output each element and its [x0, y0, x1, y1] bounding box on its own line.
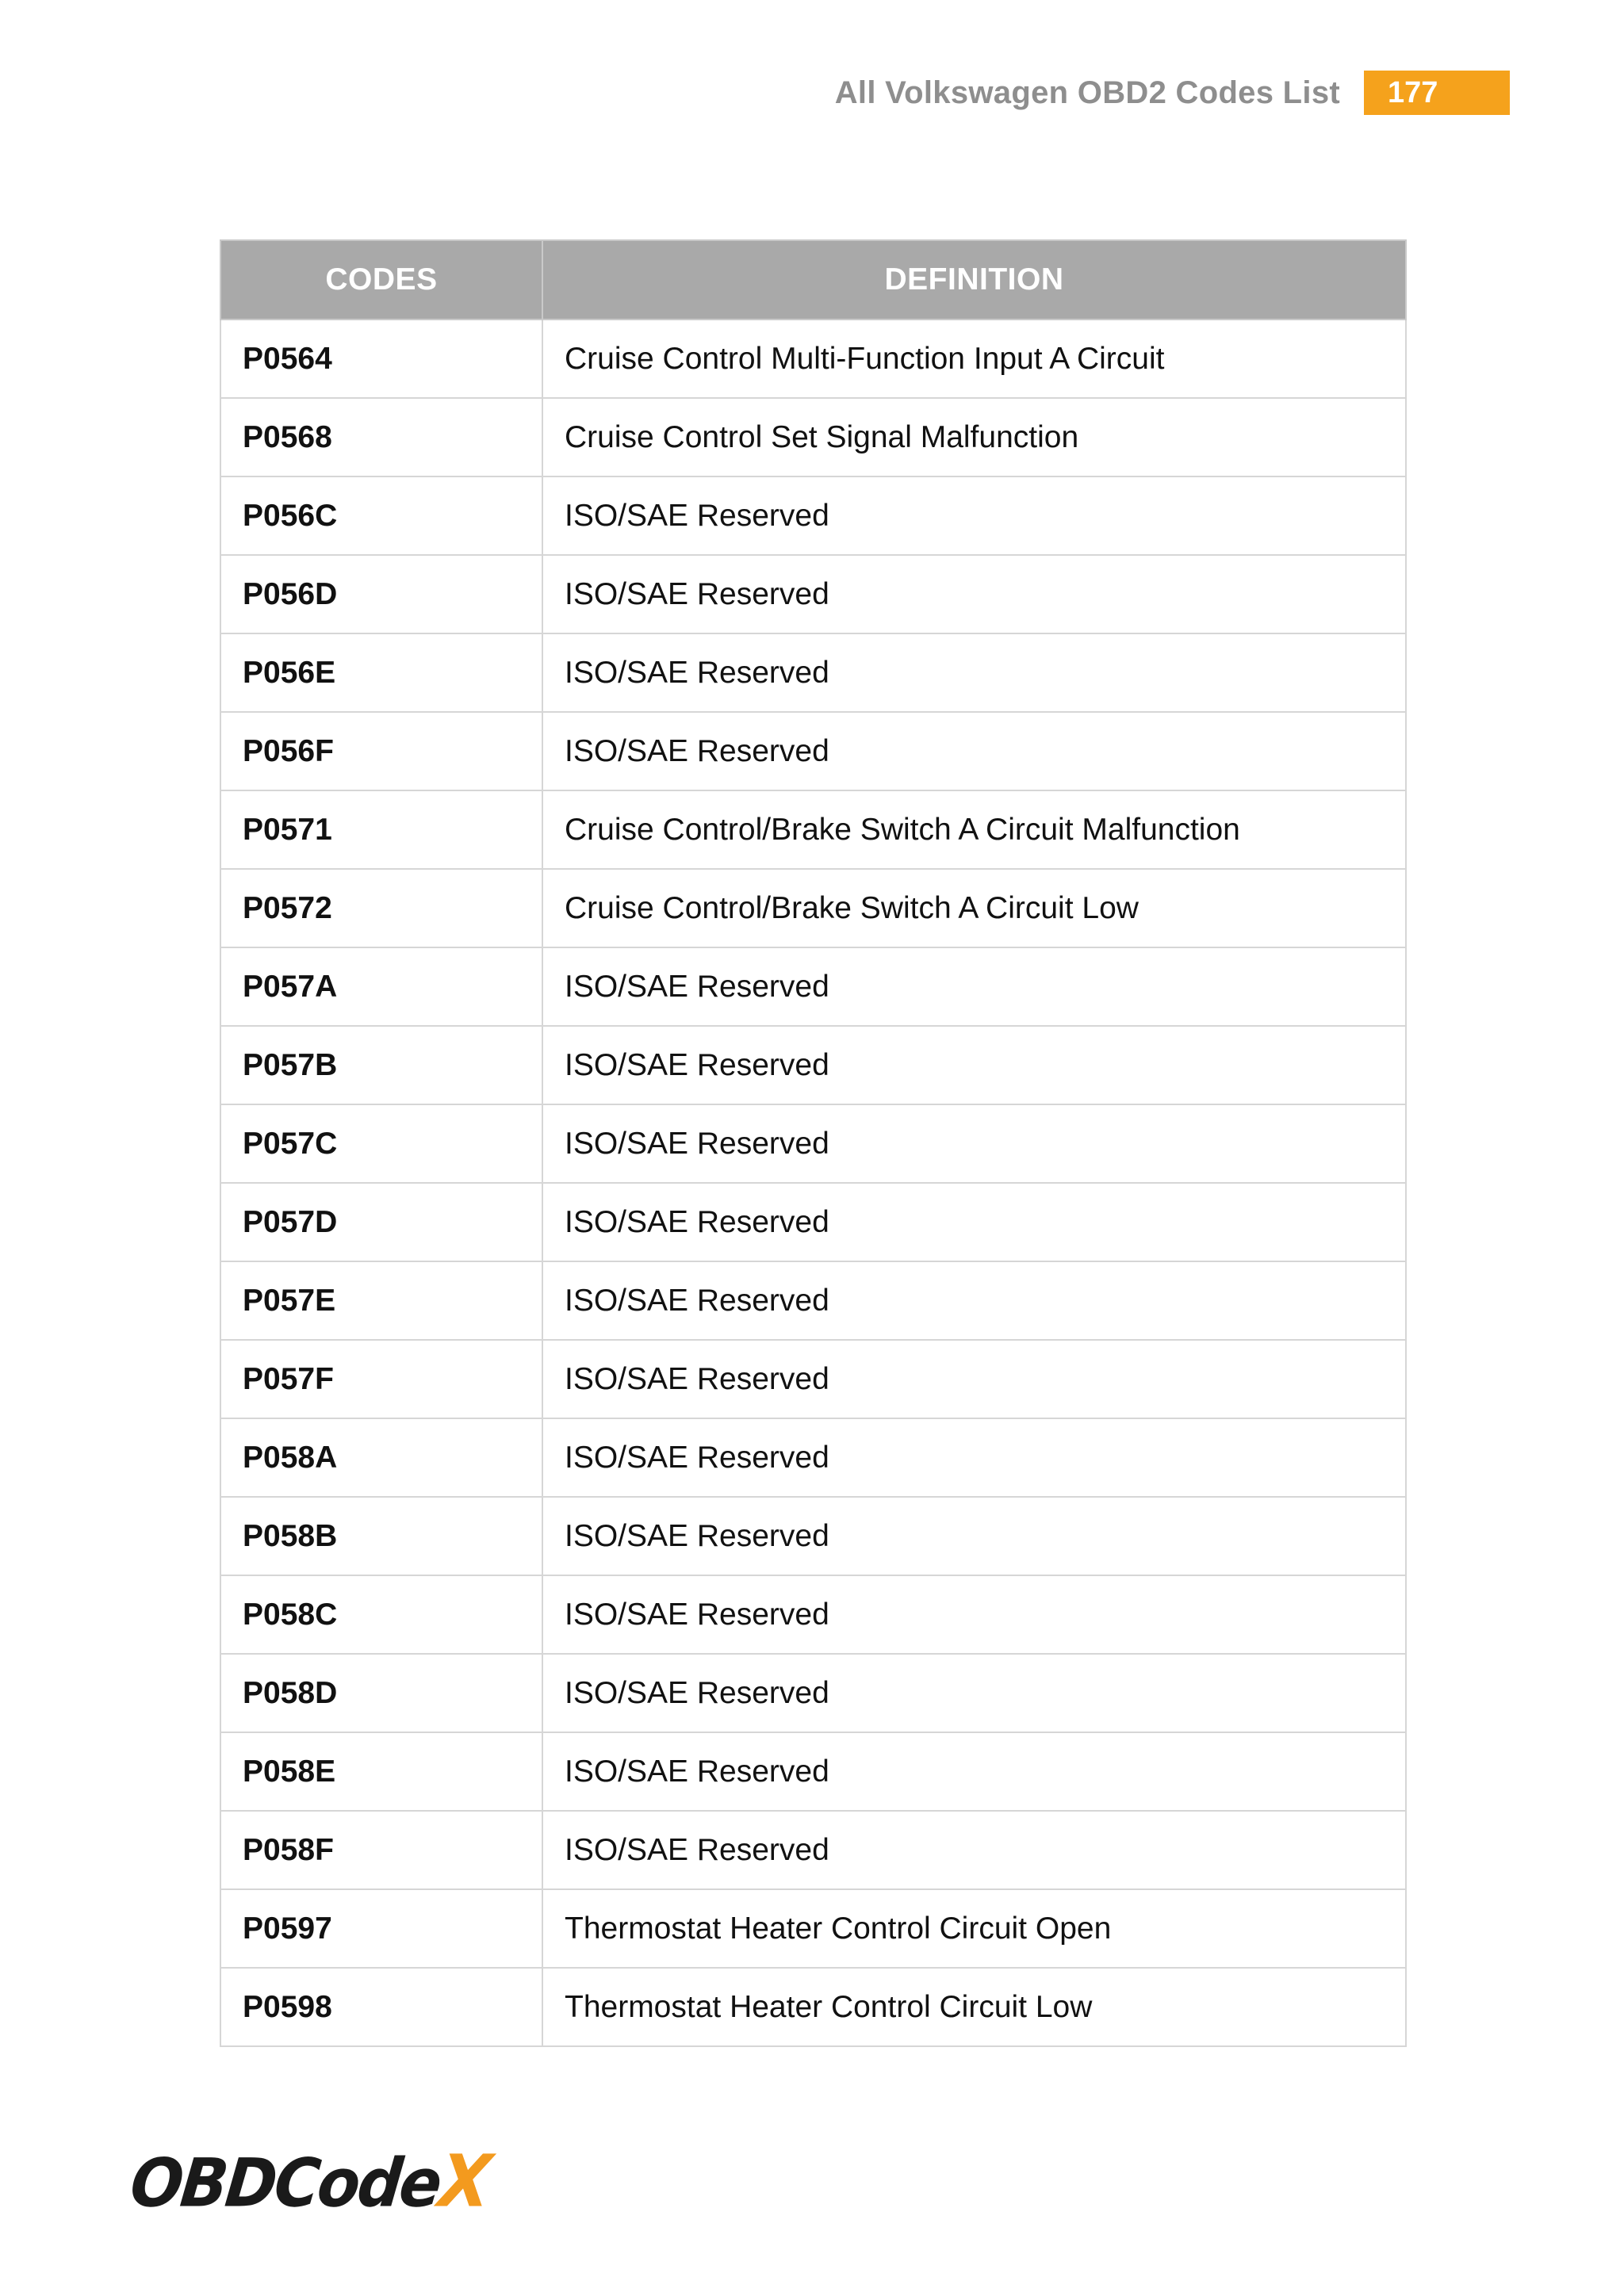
table-row [220, 1104, 1406, 1183]
table-row [220, 1968, 1406, 2046]
code-cell: P0564 [220, 320, 542, 398]
page-header [835, 70, 1510, 116]
definition-cell: Cruise Control Set Signal Malfunction [542, 398, 1406, 476]
definition-cell: ISO/SAE Reserved [542, 1340, 1406, 1418]
definition-cell: ISO/SAE Reserved [542, 1654, 1406, 1732]
code-cell: P057D [220, 1183, 542, 1261]
code-cell: P058B [220, 1497, 542, 1575]
table-row [220, 633, 1406, 712]
code-cell: P057F [220, 1340, 542, 1418]
logo-text: OBDCode [126, 2145, 444, 2223]
table-row [220, 476, 1406, 555]
code-cell: P058F [220, 1811, 542, 1889]
page-number-badge: 177 [1364, 71, 1510, 115]
code-cell: P058C [220, 1575, 542, 1654]
column-header-definition: DEFINITION [542, 240, 1406, 320]
code-cell: P056E [220, 633, 542, 712]
table-row [220, 1889, 1406, 1968]
table-row [220, 1654, 1406, 1732]
code-cell: P058A [220, 1418, 542, 1497]
definition-cell: ISO/SAE Reserved [542, 947, 1406, 1026]
table-row [220, 1026, 1406, 1104]
obdcodex-logo [126, 2139, 493, 2224]
table-row [220, 947, 1406, 1026]
table-row [220, 1811, 1406, 1889]
table-row [220, 320, 1406, 398]
code-cell: P0571 [220, 790, 542, 869]
code-cell: P0568 [220, 398, 542, 476]
definition-cell: ISO/SAE Reserved [542, 1811, 1406, 1889]
definition-cell: Cruise Control/Brake Switch A Circuit Low [542, 869, 1406, 947]
definition-cell: ISO/SAE Reserved [542, 1497, 1406, 1575]
code-cell: P057A [220, 947, 542, 1026]
code-cell: P056D [220, 555, 542, 633]
definition-cell: ISO/SAE Reserved [542, 1261, 1406, 1340]
code-cell: P056C [220, 476, 542, 555]
column-header-codes: CODES [220, 240, 542, 320]
table-row [220, 1183, 1406, 1261]
code-cell: P0597 [220, 1889, 542, 1968]
code-cell: P0572 [220, 869, 542, 947]
definition-cell: ISO/SAE Reserved [542, 1183, 1406, 1261]
codes-table [220, 239, 1407, 2047]
definition-cell: Cruise Control Multi-Function Input A Circuit [542, 320, 1406, 398]
table-body [220, 320, 1406, 2046]
definition-cell: ISO/SAE Reserved [542, 476, 1406, 555]
definition-cell: ISO/SAE Reserved [542, 712, 1406, 790]
definition-cell: ISO/SAE Reserved [542, 1418, 1406, 1497]
definition-cell: Cruise Control/Brake Switch A Circuit Malfunction [542, 790, 1406, 869]
definition-cell: ISO/SAE Reserved [542, 1732, 1406, 1811]
table-row [220, 555, 1406, 633]
definition-cell: ISO/SAE Reserved [542, 1575, 1406, 1654]
code-cell: P058E [220, 1732, 542, 1811]
definition-cell: Thermostat Heater Control Circuit Open [542, 1889, 1406, 1968]
definition-cell: ISO/SAE Reserved [542, 1104, 1406, 1183]
table-row [220, 790, 1406, 869]
definition-cell: ISO/SAE Reserved [542, 633, 1406, 712]
code-cell: P057C [220, 1104, 542, 1183]
table-row [220, 1575, 1406, 1654]
logo-accent-x: X [435, 2139, 493, 2224]
table-row [220, 398, 1406, 476]
table-row [220, 1340, 1406, 1418]
table-row [220, 1732, 1406, 1811]
document-title: All Volkswagen OBD2 Codes List [834, 75, 1340, 110]
definition-cell: Thermostat Heater Control Circuit Low [542, 1968, 1406, 2046]
table-row [220, 1497, 1406, 1575]
code-cell: P056F [220, 712, 542, 790]
code-cell: P058D [220, 1654, 542, 1732]
table-header-row [220, 240, 1406, 320]
code-cell: P057E [220, 1261, 542, 1340]
table-row [220, 869, 1406, 947]
table-row [220, 1261, 1406, 1340]
table-row [220, 1418, 1406, 1497]
definition-cell: ISO/SAE Reserved [542, 555, 1406, 633]
table-row [220, 712, 1406, 790]
definition-cell: ISO/SAE Reserved [542, 1026, 1406, 1104]
code-cell: P057B [220, 1026, 542, 1104]
code-cell: P0598 [220, 1968, 542, 2046]
